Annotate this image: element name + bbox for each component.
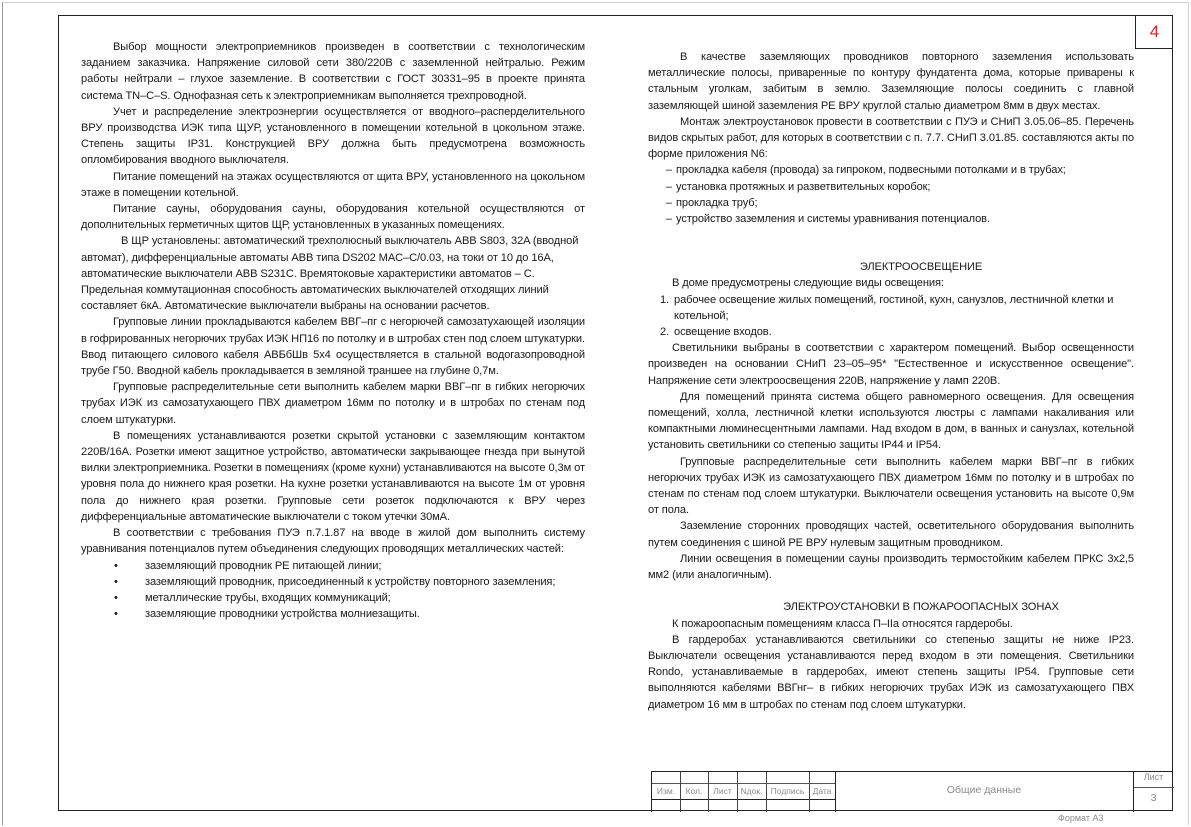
dash-icon: – [665,180,672,193]
document-title: Общие данные [946,784,1022,796]
column-label-sheet: Лист [713,786,732,796]
paragraph: Выбор мощности электроприемников произведен в соответствии с технологическим заданием заказчика. Напряжение силовой сети 380/220В с заземленной нейтралью. Режим работы нейтрали – глухое заземление. В соответствии с ГОСТ 30331–95 в проекте принята система TN–C–S. Однофазная сеть к электроприемникам выполняется трехпроводной. [81,41,585,102]
dash-icon: – [665,164,672,177]
numbered-list [648,292,1134,341]
left-column [81,39,585,622]
column-label-change: Изм. [656,786,676,796]
paragraph: В доме предусмотрены следующие виды освещения: [672,277,944,290]
list-item-text: прокладка кабеля (провода) за гипроком, подвесными потолками и в трубах; [676,164,1066,177]
sheet-label: Лист [1143,772,1164,782]
sheet-number: 3 [1150,792,1157,804]
paragraph: Для помещений принята система общего равномерного освещения. Для освещения помещений, холла, лестничной клетки используются люстры с лампами накаливания или компактными люминесцентными лампами. Над входом в дом, в ванных и санузлах, котельной установить светильники со степенью защиты IP44 и IP54. [648,390,1134,452]
section-heading-lighting: ЭЛЕКТРООСВЕЩЕНИЕ [859,261,983,274]
list-item-text: установка протяжных и разветвительных коробок; [676,180,931,193]
column-label-quantity: Кол. [685,786,703,796]
column-label-signature: Подпись [770,786,805,796]
paragraph: К пожароопасным помещениям класса П–IIа относятся гардеробы. [672,617,1013,630]
title-block [651,771,1173,812]
right-column [648,49,1134,713]
column-label-doc-number: Nдок. [740,786,763,796]
paragraph: Светильники выбраны в соответствии с характером помещений. Выбор освещенности произведен на основании СНиП 23–05–95* "Естественное и искусственное освещение". Напряжение сети электроосвещения 220В, напряжение у ламп 220В. [648,342,1134,387]
list-item [81,606,585,622]
list-item [648,195,1134,211]
paragraph: Линии освещения в помещении сауны производить термостойким кабелем ПРКС 3х2,5 мм2 (или аналогичным). [648,552,1134,582]
list-item-text: устройство заземления и системы уравнивания потенциалов. [676,213,990,226]
paragraph: В помещениях устанавливаются розетки скрытой установки с заземляющим контактом 220В/16А. Розетки имеют защитное устройство, автоматически закрывающее гнезда при вынутой вилки электроприемника. Розетки в помещениях (кроме кухни) устанавливаются на высоте 0,3м от уровня пола до нижнего края розетки. На кухне розетки устанавливаются на высоте 1м от уровня пола до нижнего края розетки. Групповые сети розеток подключаются к ВРУ через дифференциальные автоматические выключатели с током утечки 30мА. [81,429,585,523]
list-item [648,211,1134,227]
paragraph: В гардеробах устанавливаются светильники со степенью защиты не ниже IP23. Выключатели освещения устанавливаются перед входом в эти помещения. Светильники Rondo, устанавливаемые в гардеробах, имеют степень защиты IP54. Групповые сети выполняются кабелями ВВГнг– в гибких негорючих трубах ИЭК из самозатухающего ПВХ диаметром 16 мм в штробах по стенам под слоем штукатурки. [648,633,1134,711]
list-item-text: металлические трубы, входящих коммуникаций; [145,591,391,604]
paragraph: Групповые линии прокладываются кабелем ВВГ–пг с негорючей самозатухающей изоляции в гофрированных негорючих трубах ИЭК НП16 по потолку и в штробах стен под слоем штукатурки. Ввод питающего силового кабеля АВБбШв 5х4 осуществляется в стальной водогазопроводной трубе Г50. Вводной кабель прокладывается в земляной траншее на глубине 0,7м. [81,316,585,378]
list-item-text: освещение входов. [674,326,772,339]
list-item-text: рабочее освещение жилых помещений, гостиной, кухн, санузлов, лестничной клетки и котельной; [674,293,1114,322]
bullet-icon: • [114,608,118,621]
list-item [81,558,585,574]
page-number: 4 [1149,21,1160,41]
page-number-box [1135,15,1173,49]
list-item-text: заземляющий проводник, присоединенный к устройству повторного заземления; [145,575,556,588]
paragraph: Групповые распределительные сети выполнить кабелем марки ВВГ–пг в гибких негорючих трубах ИЭК из самозатухающего ПВХ диаметром 16мм по потолку и в штробах по стенам под слоем штукатурки. [81,381,585,426]
paragraph: Питание помещений на этажах осуществляются от щита ВРУ, установленного на цокольном этаже в помещении котельной. [81,170,585,199]
list-item [81,590,585,606]
list-item [648,162,1134,178]
paragraph: Монтаж электроустановок провести в соответствии с ПУЭ и СНиП 3.05.06–85. Перечень видов скрытых работ, для которых в соответствии с п. 7.7. СНиП 3.01.85. составляются акты по форме приложения N6: [648,115,1134,161]
paragraph: В ЩР установлены: автоматический трехполюсный выключатель ABB S803, 32A (вводной автомат), дифференциальные автоматы ABB типа DS202 MAC–C/0.03, на токи от 10 до 16А, автоматические выключатели ABB S231C. Времятоковые характеристики автоматов – С. Предельная коммутационная способность автоматических выключателей отходящих линий составляет 6кА. Автоматические выключатели выбраны на основании расчетов. [81,235,579,313]
paragraph: В соответствии с требования ПУЭ п.7.1.87 на вводе в жилой дом выполнить систему уравнивания потенциалов путем объединения следующих проводящих металлических частей: [81,527,585,556]
list-item-text: заземляющий проводник PE питающей линии; [145,559,382,572]
list-item-text: заземляющие проводники устройства молниезащиты. [145,608,420,621]
bullet-icon: • [114,559,118,572]
paragraph: Групповые распределительные сети выполнить кабелем марки ВВГ–пг в гибких негорючих трубах ИЭК из самозатухающего ПВХ диаметром 16мм по потолку и в штробах по стенам по стенам под слоем штукатурки. Выключатели освещения установить на высоте 0,9м от пола. [648,455,1134,517]
column-label-date: Дата [812,786,832,796]
list-number: 1. [660,293,670,306]
list-number: 2. [660,326,670,339]
bullet-icon: • [114,575,118,588]
list-item [648,179,1134,195]
dash-icon: – [665,196,672,209]
list-item [648,324,1134,340]
dash-list [648,162,1134,227]
dash-icon: – [665,213,672,226]
format-label: Формат А3 [1058,813,1104,823]
bullet-list [81,558,585,623]
list-item-text: прокладка труб; [676,196,758,209]
list-item [648,292,1134,324]
paragraph: Заземление сторонних проводящих частей, осветительного оборудования выполнить путем соединения с шиной PE ВРУ нулевым защитным проводником. [648,520,1134,549]
paragraph: Питание сауны, оборудования сауны, оборудования котельной осуществляются от дополнительных герметичных щитов ЩР, установленных в указанных помещениях. [81,203,585,232]
paragraph: В качестве заземляющих проводников повторного заземления использовать металлические полосы, приваренные по контуру фундатента дома, которые приварены к стальным уголкам, забитым в землю. Заземляющие полосы соединить с главной заземляющей шиной заземления PE ВРУ круглой сталью диаметром 8мм в двух местах. [648,51,1134,112]
paragraph: Учет и распределение электроэнергии осуществляется от вводного–расперделительного ВРУ производства ИЭК типа ЩУР, установленного в помещении котельной в цокольном этаже. Степень защиты IP31. Конструкцией ВРУ должна быть предусмотрена возможность опломбирования вводного выключателя. [81,105,585,167]
bullet-icon: • [114,591,118,604]
section-heading-fire-zones: ЭЛЕКТРОУСТАНОВКИ В ПОЖАРООПАСНЫХ ЗОНАХ [783,601,1059,614]
list-item [81,574,585,590]
